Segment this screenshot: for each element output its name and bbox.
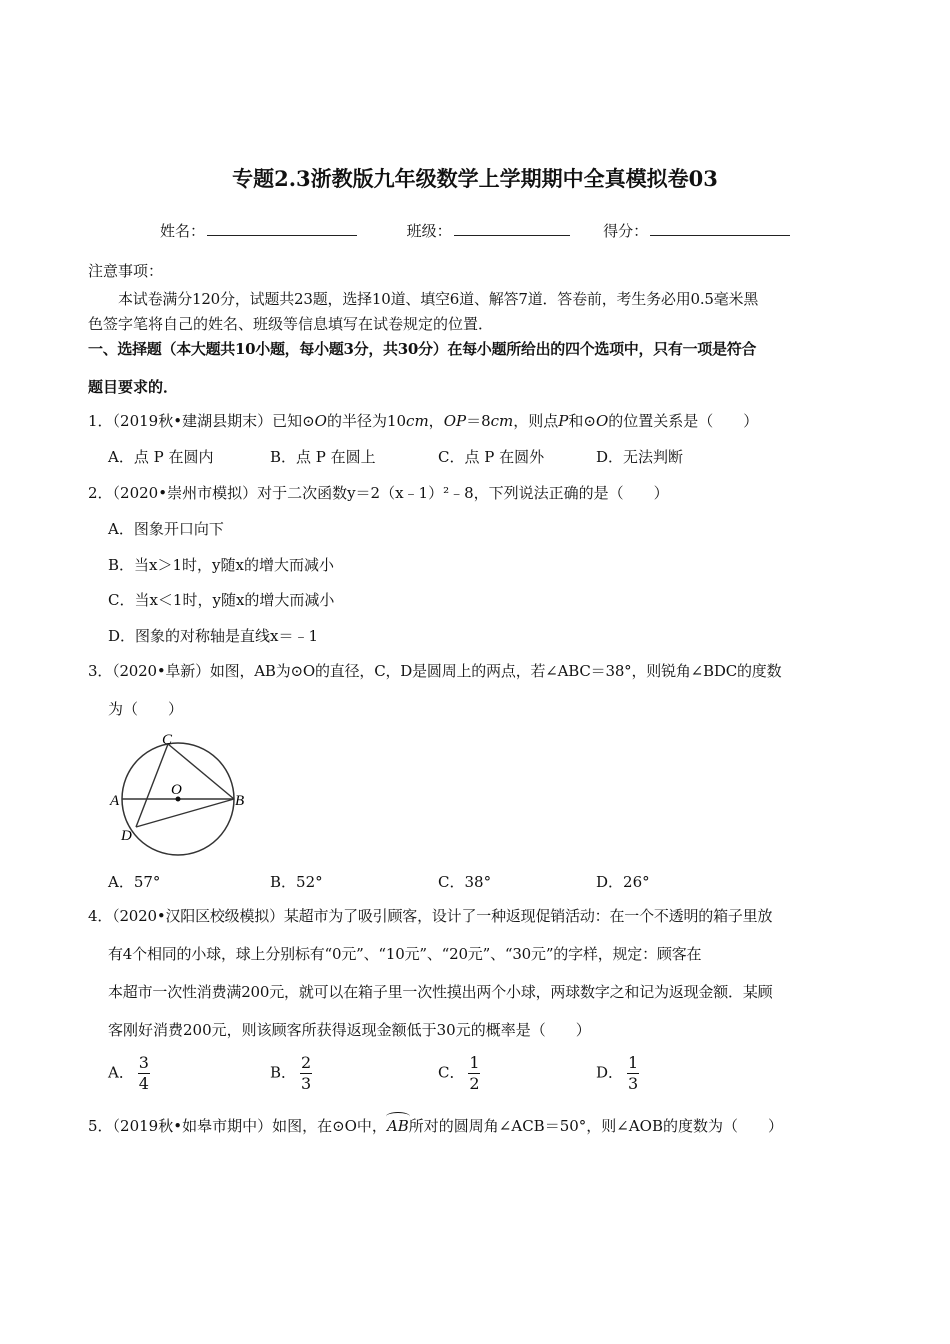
q4-option-d[interactable] [596,1054,639,1093]
q1-unit-cm: cm [406,412,429,430]
q2-option-c[interactable]: C．当x＜1时，y随x的增大而减小 [108,591,335,609]
q2-text: （2020•崇州市模拟）对于二次函数y＝2（x﹣1）²﹣8，下列说法正确的是（ ） [112,484,669,502]
q5-text: （2019秋•如皋市期中）如图，在⊙O中， [112,1117,387,1135]
fraction [627,1054,639,1093]
section-1-heading-line-2: 题目要求的． [88,378,179,396]
q1-option-b[interactable]: B．点 P 在圆上 [270,448,376,466]
class-label: 班级： [406,222,452,240]
denominator: 3 [300,1074,312,1093]
q4-option-a[interactable] [108,1054,150,1093]
q4-option-b[interactable] [270,1054,312,1093]
q3-option-d[interactable]: D．26° [596,873,650,891]
q2-option-b[interactable]: B．当x＞1时，y随x的增大而减小 [108,556,334,574]
q3-option-a[interactable]: A．57° [108,873,161,891]
q3-text: （2020•阜新）如图，AB为⊙O的直径，C，D是圆周上的两点，若∠ABC＝38°，则锐角∠BDC的度数 [112,662,782,680]
option-label: D． [596,1063,624,1082]
question-number: 3． [88,662,113,680]
q1-text: （2019秋•建湖县期末）已知⊙ [112,412,315,430]
q4-stem-line-4: 客刚好消费200元，则该顾客所获得返现金额低于30元的概率是（ ） [108,1021,591,1039]
label-o: O [171,782,182,798]
q1-text-5: ，则点 [513,412,559,430]
fraction [468,1054,480,1093]
q2-option-d[interactable]: D．图象的对称轴是直线x＝﹣1 [108,627,319,645]
q4-option-c[interactable] [438,1054,480,1093]
denominator: 2 [469,1074,480,1093]
option-label: A． [108,1063,134,1082]
name-blank[interactable] [207,221,357,236]
q3-option-b[interactable]: B．52° [270,873,323,891]
notice-heading: 注意事项： [88,262,164,280]
question-number: 2． [88,484,113,502]
arc-ab: AB [386,1117,409,1135]
q4-text: （2020•汉阳区校级模拟）某超市为了吸引顾客，设计了一种返现促销活动：在一个不透明的箱子里放 [112,907,773,925]
q1-option-c[interactable]: C．点 P 在圆外 [438,448,545,466]
question-5-stem [88,1115,783,1136]
page-title: 专题2.3浙教版九年级数学上学期期中全真模拟卷03 [232,166,718,191]
option-label: C． [438,1063,465,1082]
notice-line-2: 色签字笔将自己的姓名、班级等信息填写在试卷规定的位置． [88,315,494,333]
student-info-row [160,220,790,241]
q1-text-3: ， [428,412,444,430]
name-label: 姓名： [160,222,206,240]
circle-diagram [105,728,255,858]
q1-text-7: 的位置关系是（ ） [608,412,759,430]
q1-var-op: OP [443,412,467,430]
label-a: A [110,793,120,809]
label-d: D [121,828,132,844]
q4-stem-line-2: 有4个相同的小球，球上分别标有“0元”、“10元”、“20元”、“30元”的字样，规定：顾客在 [108,945,702,963]
q1-var-o: O [314,412,327,430]
class-blank[interactable] [454,221,570,236]
fraction [300,1054,312,1093]
question-1-stem [88,410,758,431]
numerator: 3 [138,1053,149,1072]
q1-option-a[interactable]: A．点 P 在圆内 [108,448,214,466]
label-b: B [235,793,245,809]
notice-line-1: 本试卷满分120分，试题共23题，选择10道、填空6道、解答7道．答卷前，考生务必用0.5毫米黑 [118,290,759,308]
q1-text-6: 和⊙ [568,412,596,430]
chord-db [136,799,234,827]
q1-text-4: ＝8 [466,412,491,430]
denominator: 3 [627,1074,639,1093]
q3-option-c[interactable]: C．38° [438,873,492,891]
score-blank[interactable] [650,221,790,236]
question-number: 5． [88,1117,113,1135]
q5-text-2: 所对的圆周角∠ACB＝50°，则∠AOB的度数为（ ） [408,1117,784,1135]
q4-stem-line-3: 本超市一次性消费满200元，就可以在箱子里一次性摸出两个小球，两球数字之和记为返现金额．某顾 [108,983,773,1001]
numerator: 1 [627,1053,639,1072]
q1-var-o-2: O [595,412,609,430]
section-1-heading-line-1: 一、选择题（本大题共10小题，每小题3分，共30分）在每小题所给出的四个选项中，只有一项是符合 [88,340,757,358]
q1-unit-cm-2: cm [490,412,514,430]
q1-var-p: P [558,412,569,430]
option-label: B． [270,1063,297,1082]
question-number: 4． [88,907,113,925]
q1-option-d[interactable]: D．无法判断 [596,448,684,466]
q1-text-2: 的半径为10 [326,412,407,430]
denominator: 4 [138,1074,149,1093]
question-2-stem [88,482,669,503]
q3-stem-line-2: 为（ ） [108,700,184,718]
label-c: C [162,732,173,748]
q2-option-a[interactable]: A．图象开口向下 [108,520,224,538]
score-label: 得分： [603,222,649,240]
question-3-stem [88,660,781,681]
numerator: 1 [469,1053,480,1072]
question-4-stem [88,905,772,926]
numerator: 2 [300,1053,312,1072]
question-number: 1． [88,412,113,430]
fraction [138,1054,150,1093]
